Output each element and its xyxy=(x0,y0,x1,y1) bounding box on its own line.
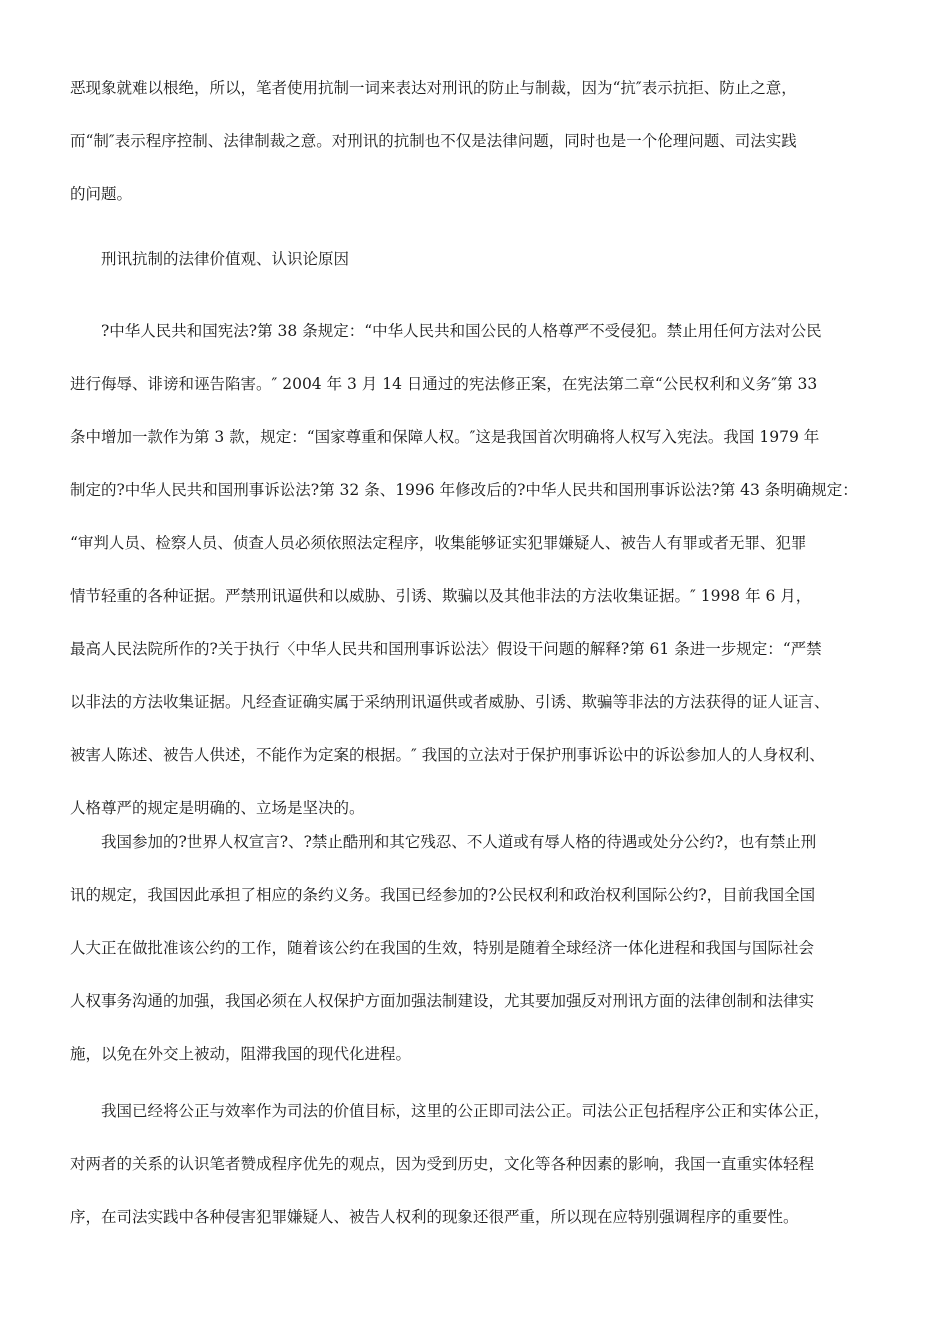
text-line: “审判人员、检察人员、侦查人员必须依照法定程序，收集能够证实犯罪嫌疑人、被告人有罪或者无罪、犯罪 xyxy=(70,534,807,552)
text-line: 最高人民法院所作的?关于执行〈中华人民共和国刑事诉讼法〉假设干问题的解释?第 61 条进一步规定：“严禁 xyxy=(70,640,822,658)
text-line: 我国已经将公正与效率作为司法的价值目标，这里的公正即司法公正。司法公正包括程序公正和实体公正， xyxy=(101,1102,830,1120)
text-line: 条中增加一款作为第 3 款，规定：“国家尊重和保障人权。″这是我国首次明确将人权写入宪法。我国 1979 年 xyxy=(70,428,820,446)
text-line: 以非法的方法收集证据。凡经查证确实属于采纳刑讯逼供或者威胁、引诱、欺骗等非法的方法获得的证人证言、 xyxy=(70,693,830,711)
paragraph-constitution xyxy=(70,304,890,834)
text-line: 恶现象就难以根绝，所以，笔者使用抗制一词来表达对刑讯的防止与制裁，因为“抗″表示抗拒、防止之意， xyxy=(70,79,797,97)
text-line: 情节轻重的各种证据。严禁刑讯逼供和以威胁、引诱、欺骗以及其他非法的方法收集证据。″ 1998 年 6 月， xyxy=(70,587,812,605)
text-line: 而“制″表示程序控制、法律制裁之意。对刑讯的抗制也不仅是法律问题，同时也是一个伦理问题、司法实践 xyxy=(70,132,797,150)
text-line: 制定的?中华人民共和国刑事诉讼法?第 32 条、1996 年修改后的?中华人民共和国刑事诉讼法?第 43 条明确规定： xyxy=(70,481,858,499)
text-line: 我国参加的?世界人权宣言?、?禁止酷刑和其它残忍、不人道或有辱人格的待遇或处分公约?，也有禁止刑 xyxy=(101,833,817,851)
text-line: ?中华人民共和国宪法?第 38 条规定：“中华人民共和国公民的人格尊严不受侵犯。禁止用任何方法对公民 xyxy=(101,322,822,340)
text-line: 人权事务沟通的加强，我国必须在人权保护方面加强法制建设，尤其要加强反对刑讯方面的法律创制和法律实 xyxy=(70,992,815,1010)
paragraph-justice xyxy=(70,1084,890,1243)
text-line: 人大正在做批准该公约的工作，随着该公约在我国的生效，特别是随着全球经济一体化进程和我国与国际社会 xyxy=(70,939,815,957)
text-line: 进行侮辱、诽谤和诬告陷害。″ 2004 年 3 月 14 日通过的宪法修正案，在宪法第二章“公民权利和义务″第 33 xyxy=(70,375,818,393)
text-line: 讯的规定，我国因此承担了相应的条约义务。我国已经参加的?公民权利和政治权利国际公约?，目前我国全国 xyxy=(70,886,816,904)
section-heading xyxy=(70,232,890,285)
heading-text: 刑讯抗制的法律价值观、认识论原因 xyxy=(101,250,350,268)
paragraph-conventions xyxy=(70,815,890,1080)
text-line: 被害人陈述、被告人供述，不能作为定案的根据。″ 我国的立法对于保护刑事诉讼中的诉讼参加人的人身权利、 xyxy=(70,746,825,764)
text-line: 人格尊严的规定是明确的、立场是坚决的。 xyxy=(70,799,365,817)
text-line: 施，以免在外交上被动，阻滞我国的现代化进程。 xyxy=(70,1045,412,1063)
paragraph-continuation xyxy=(70,61,890,220)
text-line: 对两者的关系的认识笔者赞成程序优先的观点，因为受到历史，文化等各种因素的影响，我国一直重实体轻程 xyxy=(70,1155,815,1173)
text-line: 的问题。 xyxy=(70,185,133,203)
text-line: 序，在司法实践中各种侵害犯罪嫌疑人、被告人权利的现象还很严重，所以现在应特别强调程序的重要性。 xyxy=(70,1208,799,1226)
